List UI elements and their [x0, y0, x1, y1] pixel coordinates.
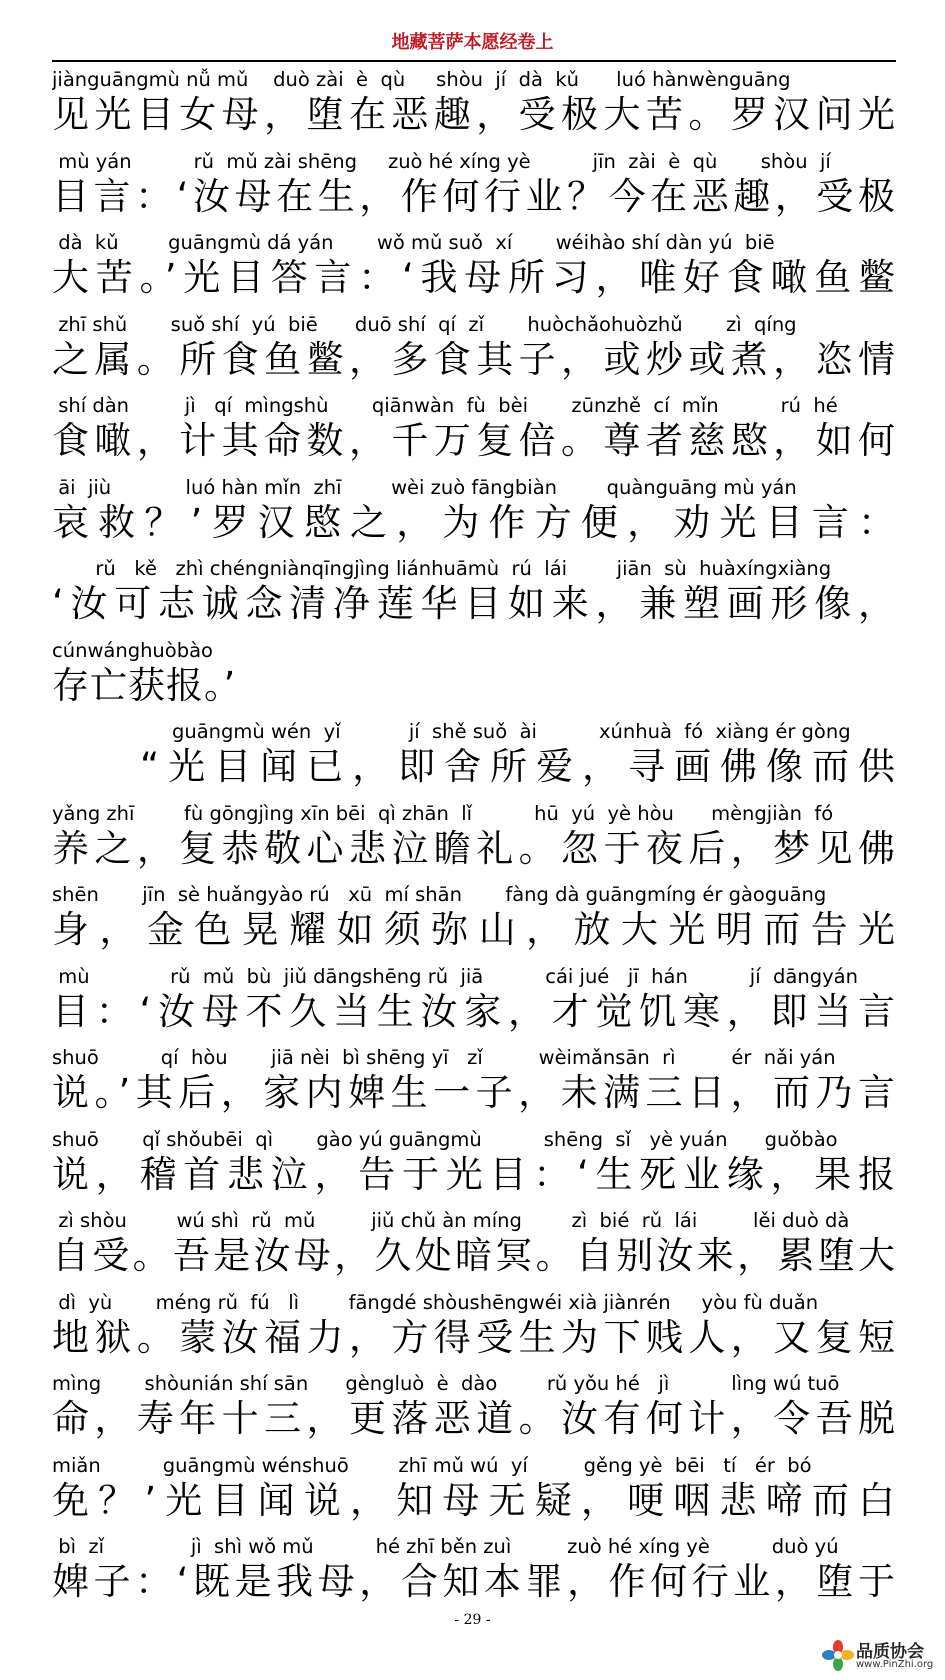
page-number: - 29 -: [454, 1612, 491, 1628]
pinyin-line: yǎng zhī fù gōngjìng xīn bēi qì zhān lǐ hū yú yè hòu mèngjiàn fó: [52, 801, 834, 825]
hanzi-line: 地狱。蒙汝福力，方得受生为下贱人，又复短: [52, 1315, 896, 1359]
text-line: [52, 802, 896, 884]
hanzi-line: 养之，复恭敬心悲泣瞻礼。忽于夜后，梦见佛: [52, 826, 896, 870]
pinyin-line: zhī shǔ suǒ shí yú biē duō shí qí zǐ huòchǎohuòzhǔ zì qíng: [52, 312, 797, 336]
text-line: [52, 1454, 896, 1536]
pinyin-line: guāngmù wén yǐ jí shě suǒ ài xúnhuà fó xiàng ér gòng: [172, 720, 851, 743]
page-header-title: 地藏菩萨本愿经卷上: [391, 32, 554, 53]
hanzi-line: 说，稽首悲泣，告于光目：‘生死业缘，果报: [52, 1152, 896, 1196]
hanzi-line: 说。’其后，家内婢生一子，未满三日，而乃言: [52, 1071, 896, 1114]
pinyin-line: mù yán rǔ mǔ zài shēng zuò hé xíng yè jīn zài è qù shòu jí: [52, 149, 831, 173]
pinyin-line: dì yù méng rǔ fú lì fāngdé shòushēngwéi xià jiànrén yòu fù duǎn: [52, 1290, 819, 1314]
hanzi-line: 婢子：‘既是我母，合知本罪，作何行业，堕于: [52, 1560, 896, 1603]
hanzi-line: 食噉，计其命数，千万复倍。尊者慈愍，如何: [52, 419, 896, 462]
hanzi-line: 免？’光目闻说，知母无疑，哽咽悲啼而白: [52, 1478, 896, 1522]
text-line: [52, 1209, 896, 1291]
pinyin-line: bì zǐ jì shì wǒ mǔ hé zhī běn zuì zuò hé xíng yè duò yú: [52, 1535, 839, 1558]
text-line: [52, 883, 896, 965]
hanzi-line: 目言：‘汝母在生，作何行业？今在恶趣，受极: [52, 174, 896, 218]
pinyin-line: shí dàn jì qí mìngshù qiānwàn fù bèi zūnzhě cí mǐn rú hé: [52, 394, 838, 417]
text-line: [52, 639, 896, 721]
pinyin-line: shuō qǐ shǒubēi qì gào yú guāngmù shēng sǐ yè yuán guǒbào: [52, 1127, 838, 1151]
pinyin-line: cúnwánghuòbào: [52, 638, 213, 662]
text-line: [52, 476, 896, 558]
header-rule: [52, 60, 896, 62]
hanzi-line: 见光目女母，堕在恶趣，受极大苦。罗汉问光: [52, 93, 896, 136]
text-line: [52, 965, 896, 1047]
text-line: [52, 150, 896, 232]
pinyin-line: rǔ kě zhì chéngniànqīngjìng liánhuāmù rú lái jiān sù huàxíngxiàng: [52, 557, 832, 580]
logo-name: 品质协会: [856, 1642, 924, 1662]
pinyin-line: shēn jīn sè huǎngyào rú xū mí shān fàng dà guāngmíng ér gàoguāng: [52, 883, 827, 906]
pinyin-line: jiànguāngmù nǚ mǔ duò zài è qù shòu jí dà kǔ luó hànwènguāng: [52, 68, 791, 91]
hanzi-line: “光目闻已，即舍所爱，寻画佛像而供: [140, 745, 896, 788]
hanzi-line: ‘汝可志诚念清净莲华目如来，兼塑画形像，: [52, 582, 896, 625]
text-line: [52, 394, 896, 476]
hanzi-line: 命，寿年十三，更落恶道。汝有何计，令吾脱: [52, 1397, 896, 1440]
text-line: [52, 1535, 896, 1617]
hanzi-line: 之属。所食鱼鳖，多食其子，或炒或煮，恣情: [52, 337, 896, 381]
pinyin-line: shuō qí hòu jiā nèi bì shēng yī zǐ wèimǎnsān rì ér nǎi yán: [52, 1046, 836, 1069]
text-line: [52, 1128, 896, 1210]
hanzi-line: 身，金色晃耀如须弥山，放大光明而告光: [52, 908, 896, 951]
text-line: [52, 231, 896, 313]
hanzi-line: 大苦。’光目答言：‘我母所习，唯好食噉鱼鳖: [52, 256, 896, 299]
site-logo: [822, 1637, 942, 1677]
text-line: [52, 720, 896, 802]
text-line: [52, 1372, 896, 1454]
text-line: [52, 557, 896, 639]
pinyin-line: āi jiù luó hàn mǐn zhī wèi zuò fāngbiàn quànguāng mù yán: [52, 475, 797, 499]
pinyin-line: mìng shòunián shí sān gèngluò è dào rǔ yǒu hé jì lìng wú tuō: [52, 1372, 840, 1395]
hanzi-line: 自受。吾是汝母，久处暗冥。自别汝来，累堕大: [52, 1234, 896, 1277]
hanzi-line: 存亡获报。’: [52, 663, 237, 707]
logo-url: www.PinZhi.org: [856, 1659, 934, 1670]
pinyin-line: mù rǔ mǔ bù jiǔ dāngshēng rǔ jiā cái jué jī hán jí dāngyán: [52, 964, 858, 988]
text-line: [52, 1291, 896, 1373]
hanzi-line: 哀救？’罗汉愍之，为作方便，劝光目言：: [52, 500, 896, 544]
hanzi-line: 目：‘汝母不久当生汝家，才觉饥寒，即当言: [52, 989, 896, 1033]
pinyin-line: zì shòu wú shì rǔ mǔ jiǔ chǔ àn míng zì bié rǔ lái lěi duò dà: [52, 1209, 850, 1232]
text-line: [52, 1046, 896, 1128]
text-line: [52, 68, 896, 150]
scripture-body: [52, 68, 896, 1617]
pinyin-line: dà kǔ guāngmù dá yán wǒ mǔ suǒ xí wéihào shí dàn yú biē: [52, 231, 775, 254]
flower-icon: [822, 1639, 854, 1673]
text-line: [52, 313, 896, 395]
pinyin-line: miǎn guāngmù wénshuō zhī mǔ wú yí gěng yè bēi tí ér bó: [52, 1453, 812, 1477]
